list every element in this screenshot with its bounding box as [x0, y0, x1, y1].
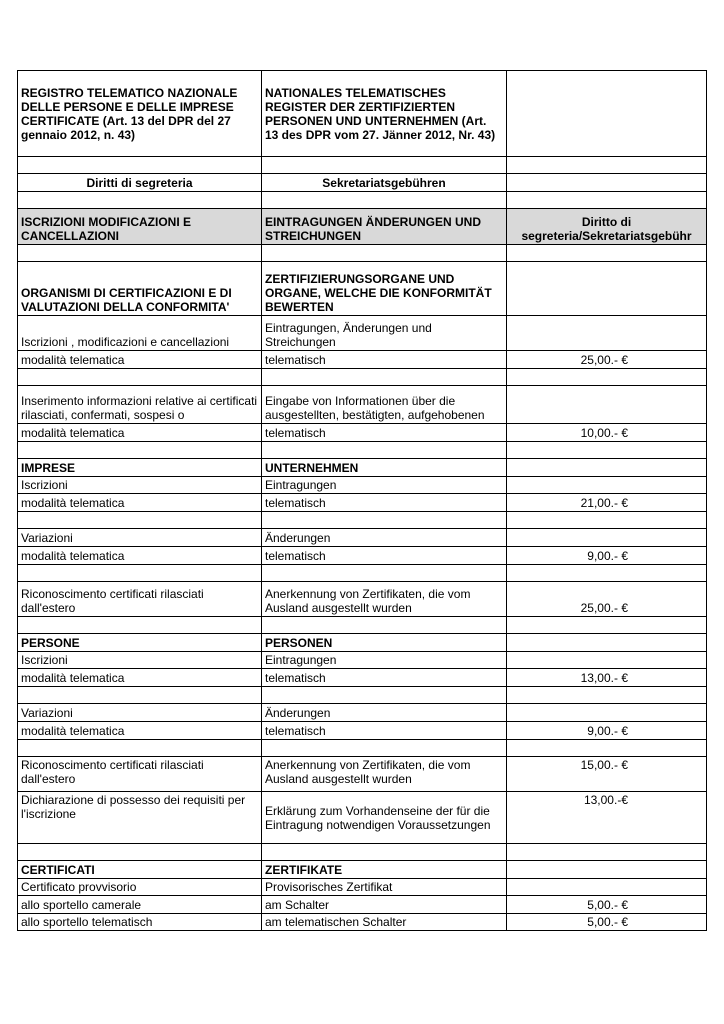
- table-row: [18, 669, 707, 687]
- fee-cell: 25,00.- €: [507, 582, 707, 617]
- italian-cell: Dichiarazione di possesso dei requisiti per l'iscrizione: [18, 792, 262, 844]
- fee-cell: [507, 844, 707, 861]
- fee-cell: [507, 369, 707, 386]
- german-cell: telematisch: [262, 424, 507, 442]
- italian-cell: modalità telematica: [18, 669, 262, 687]
- table-row: [18, 71, 707, 157]
- fee-cell: [507, 71, 707, 157]
- german-cell: Eintragungen, Änderungen und Streichungen: [262, 316, 507, 351]
- italian-cell: IMPRESE: [18, 459, 262, 477]
- german-cell: telematisch: [262, 722, 507, 740]
- fee-cell: [507, 740, 707, 757]
- table-row: [18, 879, 707, 896]
- italian-cell: Riconoscimento certificati rilasciati dall'estero: [18, 757, 262, 792]
- fee-cell: [507, 386, 707, 424]
- fee-cell: [507, 861, 707, 879]
- italian-cell: CERTIFICATI: [18, 861, 262, 879]
- table-row: [18, 512, 707, 529]
- italian-cell: [18, 192, 262, 209]
- fee-cell: [507, 879, 707, 896]
- table-row: [18, 316, 707, 351]
- german-cell: telematisch: [262, 669, 507, 687]
- german-cell: Erklärung zum Vorhandenseine der für die Eintragung notwendigen Voraussetzungen: [262, 792, 507, 844]
- fee-cell: [507, 477, 707, 494]
- german-cell: am Schalter: [262, 896, 507, 914]
- fee-cell: [507, 704, 707, 722]
- fee-cell: 21,00.- €: [507, 494, 707, 512]
- table-row: [18, 174, 707, 192]
- italian-cell: Iscrizioni: [18, 477, 262, 494]
- german-cell: [262, 442, 507, 459]
- italian-cell: [18, 687, 262, 704]
- table-row: [18, 740, 707, 757]
- italian-cell: modalità telematica: [18, 494, 262, 512]
- german-cell: Eingabe von Informationen über die ausgestellten, bestätigten, aufgehobenen: [262, 386, 507, 424]
- fee-cell: 5,00.- €: [507, 896, 707, 914]
- table-row: [18, 861, 707, 879]
- german-cell: am telematischen Schalter: [262, 914, 507, 931]
- fee-table: [17, 70, 707, 931]
- german-cell: telematisch: [262, 351, 507, 369]
- table-row: [18, 442, 707, 459]
- german-cell: Anerkennung von Zertifikaten, die vom Ausland ausgestellt wurden: [262, 582, 507, 617]
- italian-cell: Inserimento informazioni relative ai certificati rilasciati, confermati, sospesi o: [18, 386, 262, 424]
- table-row: [18, 369, 707, 386]
- table-row: [18, 687, 707, 704]
- german-cell: Eintragungen: [262, 477, 507, 494]
- fee-cell: [507, 634, 707, 652]
- table-row: [18, 424, 707, 442]
- fee-cell: 9,00.- €: [507, 722, 707, 740]
- italian-cell: Diritti di segreteria: [18, 174, 262, 192]
- italian-cell: ORGANISMI DI CERTIFICAZIONI E DI VALUTAZIONI DELLA CONFORMITA': [18, 262, 262, 316]
- italian-cell: modalità telematica: [18, 547, 262, 565]
- fee-cell: 13,00.- €: [507, 669, 707, 687]
- table-row: [18, 192, 707, 209]
- table-row: [18, 757, 707, 792]
- table-row: [18, 722, 707, 740]
- german-cell: [262, 245, 507, 262]
- german-cell: EINTRAGUNGEN ÄNDERUNGEN UND STREICHUNGEN: [262, 209, 507, 245]
- fee-cell: [507, 459, 707, 477]
- italian-cell: modalità telematica: [18, 722, 262, 740]
- fee-cell: 10,00.- €: [507, 424, 707, 442]
- fee-cell: 5,00.- €: [507, 914, 707, 931]
- table-row: [18, 844, 707, 861]
- fee-cell: Diritto di segreteria/Sekretariatsgebühr: [507, 209, 707, 245]
- italian-cell: modalità telematica: [18, 424, 262, 442]
- german-cell: ZERTIFIZIERUNGSORGANE UND ORGANE, WELCHE DIE KONFORMITÄT BEWERTEN: [262, 262, 507, 316]
- table-row: [18, 914, 707, 931]
- italian-cell: [18, 844, 262, 861]
- italian-cell: [18, 512, 262, 529]
- german-cell: telematisch: [262, 547, 507, 565]
- table-row: [18, 792, 707, 844]
- fee-cell: [507, 565, 707, 582]
- fee-cell: [507, 245, 707, 262]
- italian-cell: modalità telematica: [18, 351, 262, 369]
- german-cell: UNTERNEHMEN: [262, 459, 507, 477]
- italian-cell: PERSONE: [18, 634, 262, 652]
- fee-cell: [507, 316, 707, 351]
- fee-cell: 25,00.- €: [507, 351, 707, 369]
- german-cell: [262, 687, 507, 704]
- fee-cell: [507, 529, 707, 547]
- table-row: [18, 529, 707, 547]
- table-row: [18, 459, 707, 477]
- italian-cell: [18, 369, 262, 386]
- table-row: [18, 896, 707, 914]
- italian-cell: [18, 442, 262, 459]
- german-cell: Änderungen: [262, 529, 507, 547]
- fee-cell: 15,00.- €: [507, 757, 707, 792]
- italian-cell: Riconoscimento certificati rilasciati dall'estero: [18, 582, 262, 617]
- german-cell: [262, 369, 507, 386]
- table-row: [18, 652, 707, 669]
- fee-cell: [507, 157, 707, 174]
- italian-cell: Iscrizioni: [18, 652, 262, 669]
- italian-cell: Iscrizioni , modificazioni e cancellazioni: [18, 316, 262, 351]
- fee-cell: [507, 262, 707, 316]
- table-row: [18, 351, 707, 369]
- fee-cell: [507, 192, 707, 209]
- table-row: [18, 386, 707, 424]
- italian-cell: allo sportello telematisch: [18, 914, 262, 931]
- fee-cell: 13,00.-€: [507, 792, 707, 844]
- german-cell: [262, 844, 507, 861]
- fee-cell: [507, 512, 707, 529]
- german-cell: PERSONEN: [262, 634, 507, 652]
- italian-cell: [18, 245, 262, 262]
- table-row: [18, 262, 707, 316]
- german-cell: telematisch: [262, 494, 507, 512]
- german-cell: Änderungen: [262, 704, 507, 722]
- german-cell: Anerkennung von Zertifikaten, die vom Ausland ausgestellt wurden: [262, 757, 507, 792]
- table-row: [18, 704, 707, 722]
- german-cell: [262, 740, 507, 757]
- german-cell: NATIONALES TELEMATISCHES REGISTER DER ZERTIFIZIERTEN PERSONEN UND UNTERNEHMEN (Art. 13 des DPR vom 27. Jänner 2012, Nr. 43): [262, 71, 507, 157]
- german-cell: [262, 617, 507, 634]
- german-cell: Provisorisches Zertifikat: [262, 879, 507, 896]
- table-row: [18, 477, 707, 494]
- italian-cell: [18, 740, 262, 757]
- fee-cell: [507, 687, 707, 704]
- italian-cell: [18, 617, 262, 634]
- italian-cell: Variazioni: [18, 704, 262, 722]
- fee-cell: 9,00.- €: [507, 547, 707, 565]
- italian-cell: allo sportello camerale: [18, 896, 262, 914]
- german-cell: Eintragungen: [262, 652, 507, 669]
- table-row: [18, 245, 707, 262]
- table-row: [18, 617, 707, 634]
- german-cell: [262, 512, 507, 529]
- italian-cell: [18, 157, 262, 174]
- italian-cell: Variazioni: [18, 529, 262, 547]
- fee-cell: [507, 174, 707, 192]
- italian-cell: REGISTRO TELEMATICO NAZIONALE DELLE PERSONE E DELLE IMPRESE CERTIFICATE (Art. 13 del DPR del 27 gennaio 2012, n. 43): [18, 71, 262, 157]
- german-cell: Sekretariatsgebühren: [262, 174, 507, 192]
- table-row: [18, 565, 707, 582]
- german-cell: ZERTIFIKATE: [262, 861, 507, 879]
- fee-cell: [507, 442, 707, 459]
- table-row: [18, 157, 707, 174]
- german-cell: [262, 565, 507, 582]
- fee-cell: [507, 652, 707, 669]
- german-cell: [262, 157, 507, 174]
- table-row: [18, 634, 707, 652]
- italian-cell: Certificato provvisorio: [18, 879, 262, 896]
- table-row: [18, 547, 707, 565]
- italian-cell: [18, 565, 262, 582]
- fee-cell: [507, 617, 707, 634]
- table-row: [18, 494, 707, 512]
- italian-cell: ISCRIZIONI MODIFICAZIONI E CANCELLAZIONI: [18, 209, 262, 245]
- german-cell: [262, 192, 507, 209]
- table-row: [18, 582, 707, 617]
- table-row: [18, 209, 707, 245]
